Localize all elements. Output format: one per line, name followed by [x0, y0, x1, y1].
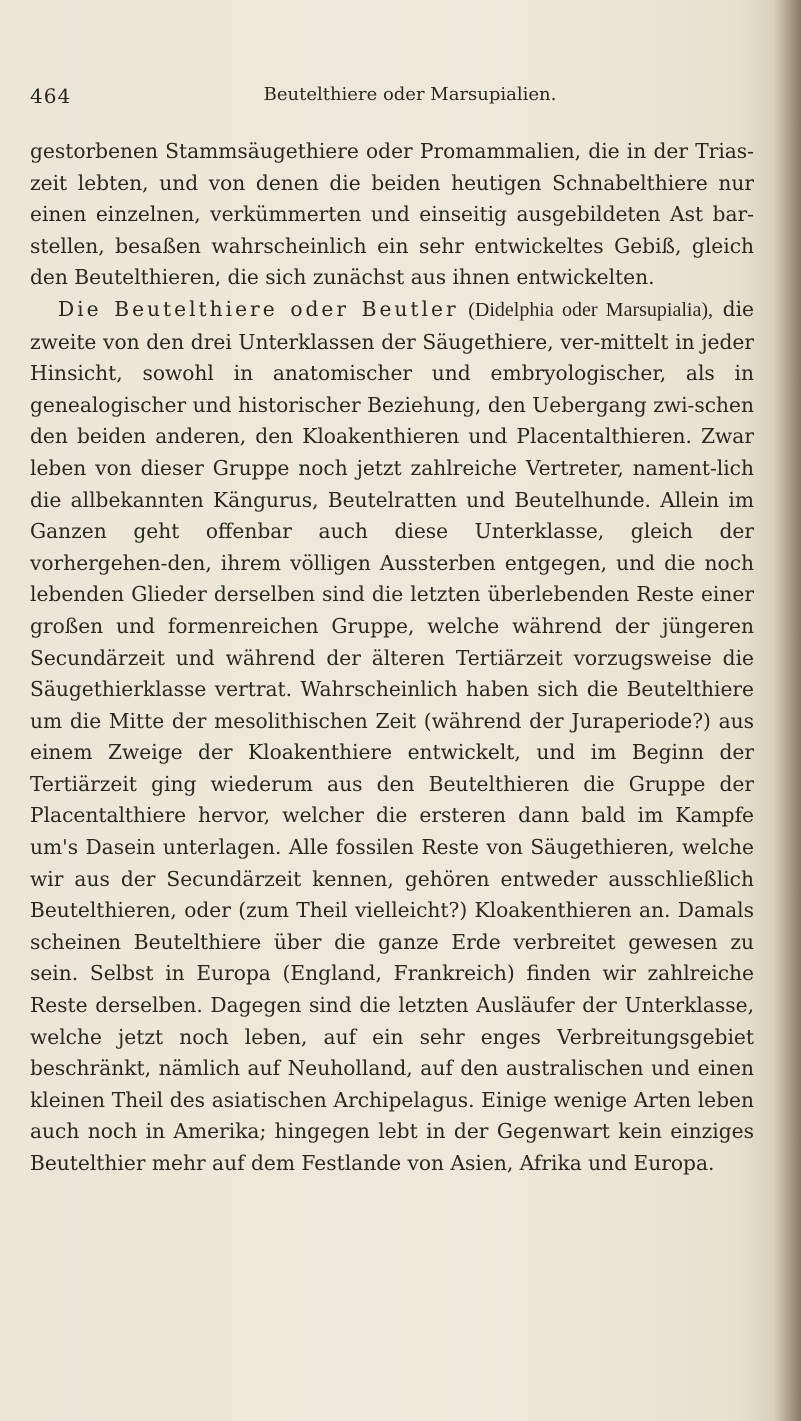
running-title: Beutelthiere oder Marsupialien. — [263, 84, 557, 105]
paragraph-2 — [30, 294, 754, 1180]
paragraph-1: gestorbenen Stammsäugethiere oder Promammalien, die in der Trias-zeit lebten, und von denen die beiden heutigen Schnabelthiere nur einen einzelnen, verkümmerten und einseitig ausgebildeten Ast bar-stellen, besaßen wahrscheinlich ein sehr entwickeltes Gebiß, gleich den Beutelthieren, die sich zunächst aus ihnen entwickelten. — [30, 139, 754, 290]
body-text — [30, 136, 754, 1180]
paragraph-2-text: die zweite von den drei Unterklassen der Säugethiere, ver-mittelt in jeder Hinsicht, sowohl in anatomischer und embryologischer, als in genealogischer und historischer Beziehung, den Uebergang zwi-schen den beiden anderen, den Kloakenthieren und Placentalthieren. Zwar leben von dieser Gruppe noch jetzt zahlreiche Vertreter, nament-lich die allbekannten Kängurus, Beutelratten und Beutelhunde. Allein im Ganzen geht offenbar auch diese Unterklasse, gleich der vorhergehen-den, ihrem völligen Aussterben entgegen, und die noch lebenden Glieder derselben sind die letzten überlebenden Reste einer großen und formenreichen Gruppe, welche während der jüngeren Secundärzeit und während der älteren Tertiärzeit vorzugsweise die Säugethierklasse vertrat. Wahrscheinlich haben sich die Beutelthiere um die Mitte der mesolithischen Zeit (während der Juraperiode?) aus einem Zweige der Kloakenthiere entwickelt, und im Beginn der Tertiärzeit ging wiederum aus den Beutelthieren die Gruppe der Placentalthiere hervor, welcher die ersteren dann bald im Kampfe um's Dasein unterlagen. Alle fossilen Reste von Säugethieren, welche wir aus der Secundärzeit kennen, gehören entweder ausschließlich Beutelthieren, oder (zum Theil vielleicht?) Kloakenthieren an. Damals scheinen Beutelthiere über die ganze Erde verbreitet gewesen zu sein. Selbst in Europa (England, Frankreich) finden wir zahlreiche Reste derselben. Dagegen sind die letzten Ausläufer der Unterklasse, welche jetzt noch leben, auf ein sehr enges Verbreitungsgebiet beschränkt, nämlich auf Neuholland, auf den australischen und einen kleinen Theil des asiatischen Archipelagus. Einige wenige Arten leben auch noch in Amerika; hingegen lebt in der Gegenwart kein einziges Beutelthier mehr auf dem Festlande von Asien, Afrika und Europa. — [30, 296, 754, 1175]
spaced-term: Die Beutelthiere oder Beutler — [58, 296, 459, 321]
page-number: 464 — [30, 84, 72, 108]
page-edge-shadow — [773, 0, 801, 1421]
page-header — [30, 84, 750, 114]
latin-term: (Didelphia oder Marsupialia), — [468, 298, 713, 321]
